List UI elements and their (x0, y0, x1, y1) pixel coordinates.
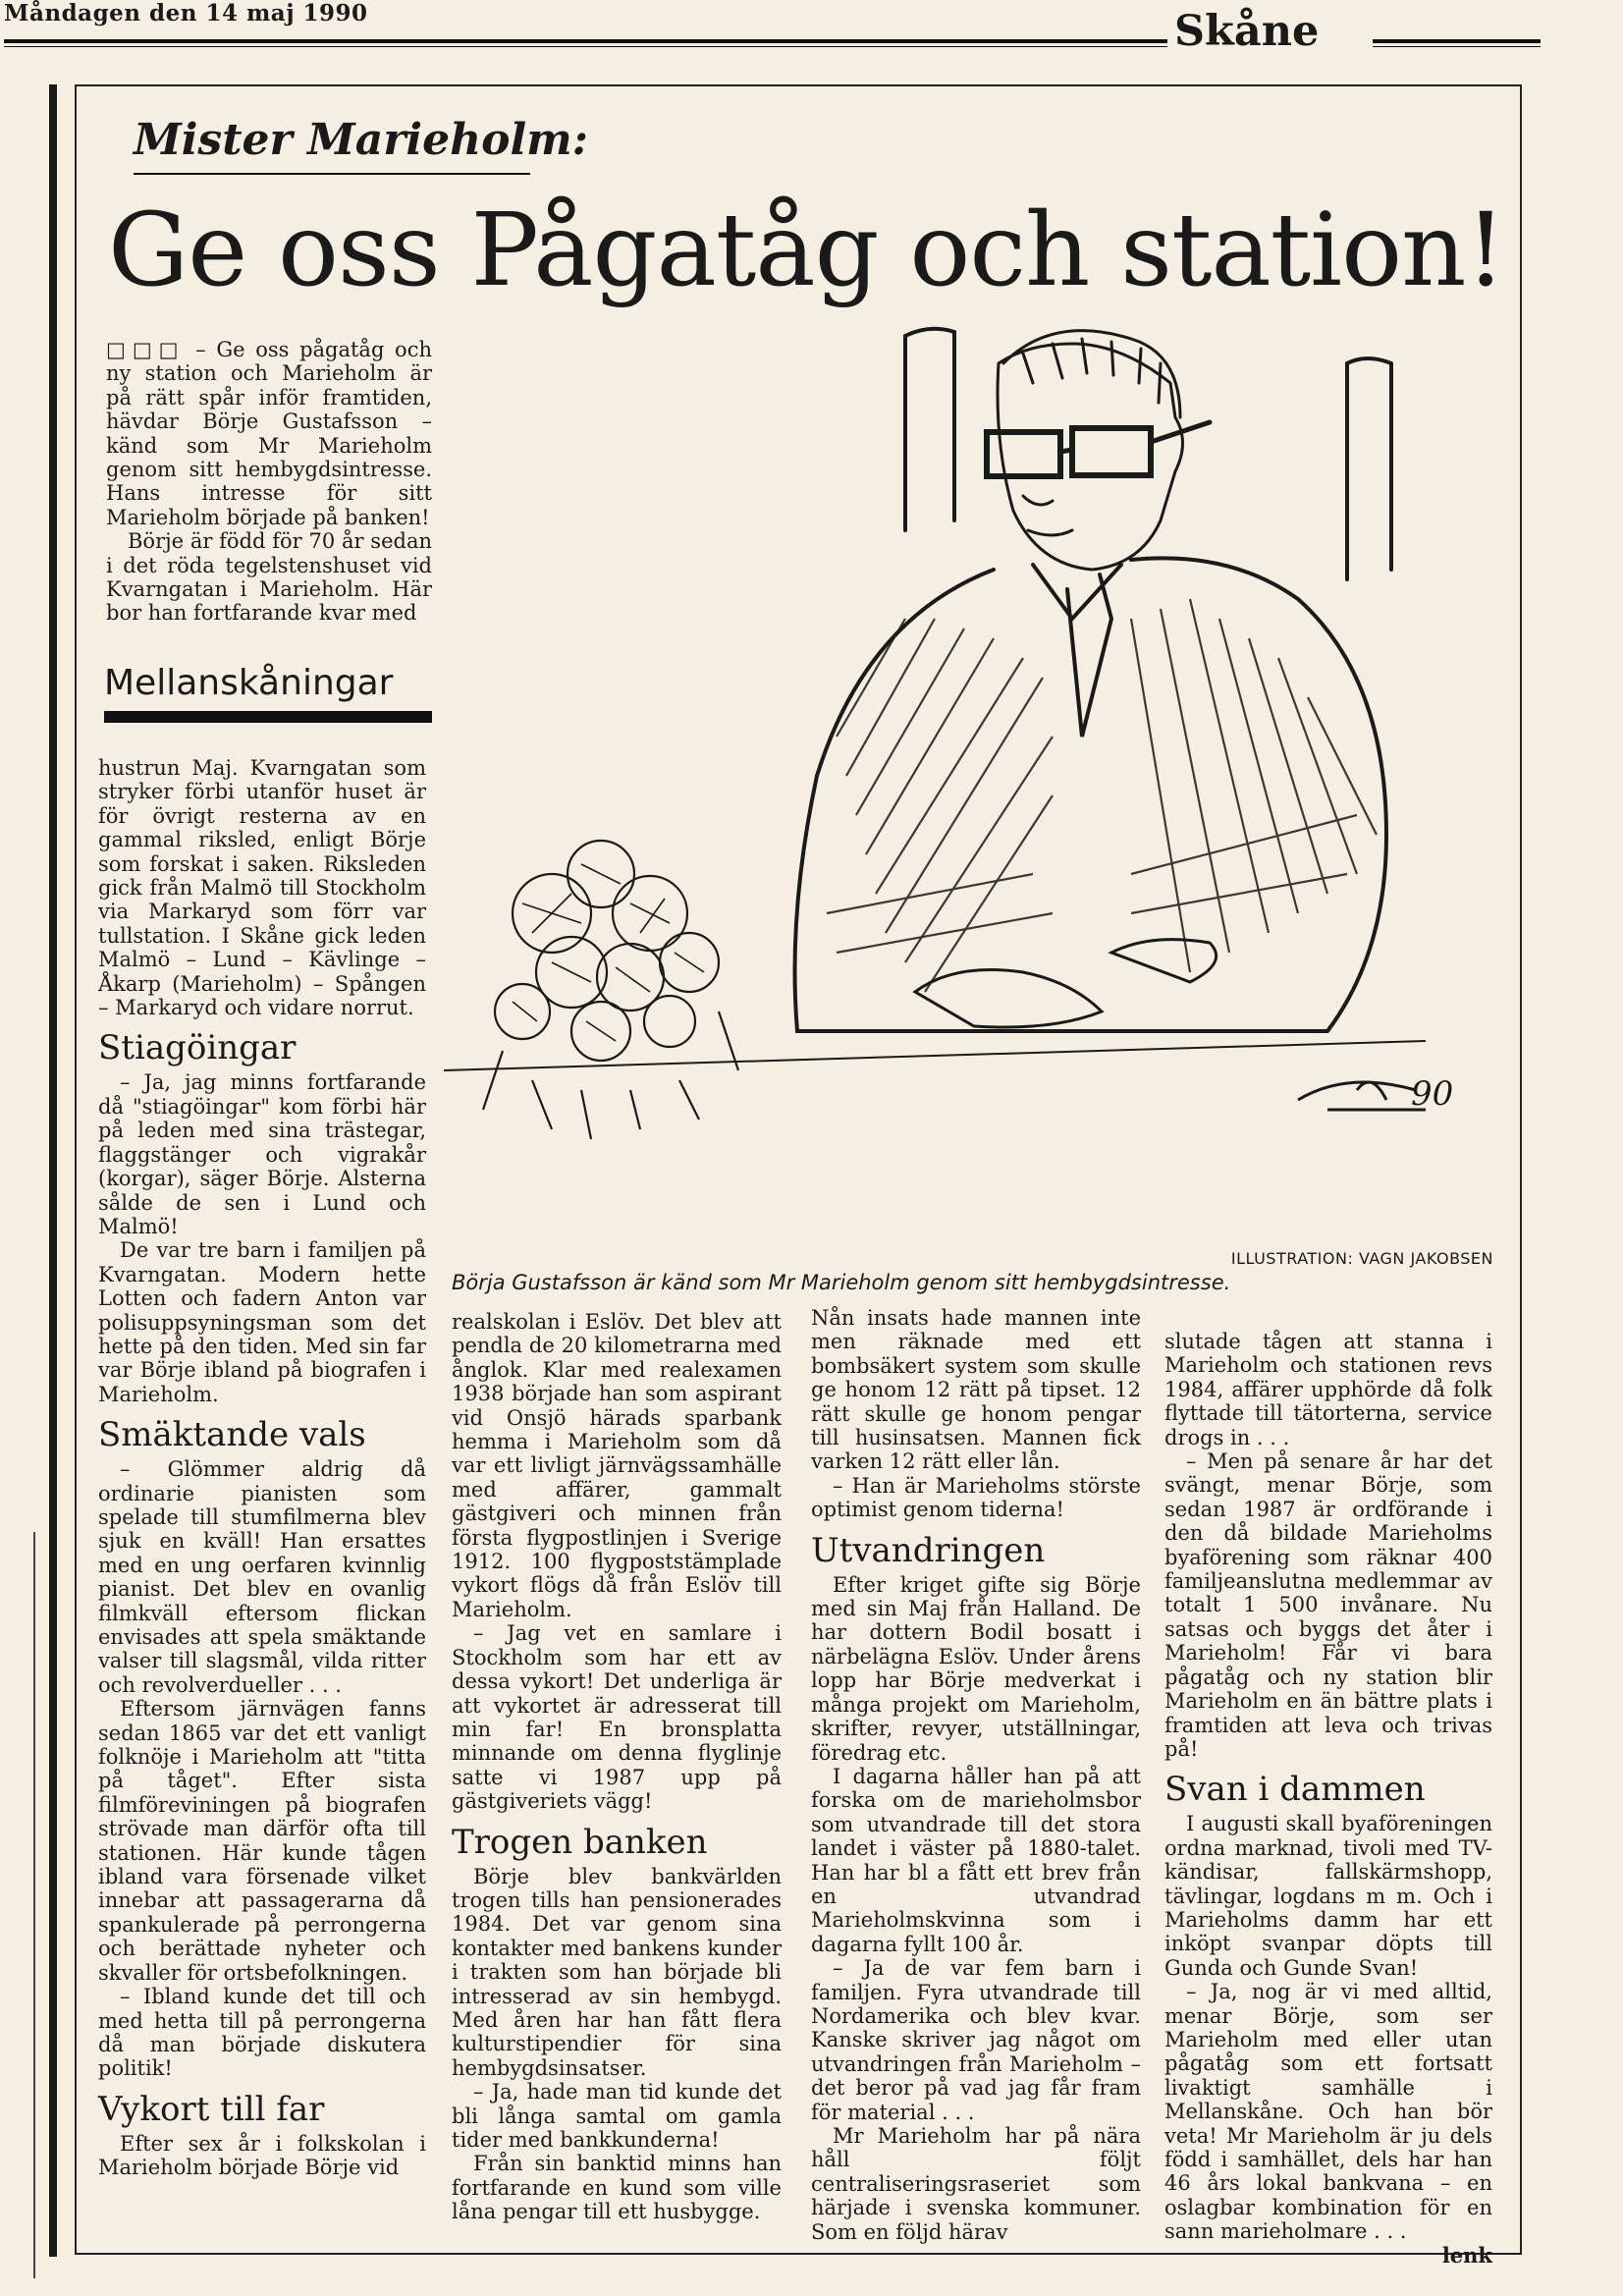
collar-tie (1033, 565, 1121, 737)
paragraph-glommer: – Glömmer aldrig då ordinarie pianisten som spelade till stumfilmerna blev sjuk en kväll! Han ersattes med en ung oerfaren kvinnlig pianist. Det blev en ovanlig filmkväll eftersom flickan envisades att spela smäktande valser till slagsmål, vilda ritter och revolverdueller . . . (98, 1457, 426, 1697)
subhead-smaktande-vals: Smäktande vals (98, 1415, 366, 1455)
column-4 (1164, 1330, 1492, 2268)
illustration-caption: Börja Gustafsson är känd som Mr Marieholm genom sitt hembygdsintresse. (452, 1271, 1231, 1294)
flower-bouquet (483, 841, 738, 1139)
author-signoff: lenk (1441, 2242, 1492, 2268)
paragraph-senare: – Men på senare år har det svängt, menar Börje, som sedan 1987 är ordförande i den då bildade Marieholms byaförening som räknar 400 familjeanslutna medlemmar av totalt 1 500 invånare. Nu satsas och byggs det åter i Marieholm! Får vi bara pågatåg och ny station blir Marieholm en än bättre plats i framtiden att leva och trivas på! (1164, 1449, 1492, 1761)
section-name: Skåne (1174, 7, 1320, 56)
paragraph-stiagoingar: – Ja, jag minns fortfarande då "stiagöingar" kom förbi här på leden med sina trästegar, flaggstänger och vigrakår (korgar), säger Börje. Alsterna sålde de sen i Lund och Malmö! (98, 1070, 426, 1238)
series-banner-bar (104, 711, 432, 723)
paragraph-tre-barn: De var tre barn i familjen på Kvarngatan. Modern hette Lotten och fadern Anton var polisuppsyningsman som det hette på den tiden. Med sin far var Börje ibland på biografen i Marieholm. (98, 1238, 426, 1406)
left-border-bar (49, 84, 57, 2257)
illustration-credit: ILLUSTRATION: VAGN JAKOBSEN (1230, 1249, 1493, 1268)
subhead-trogen-banken: Trogen banken (452, 1822, 708, 1862)
head-outline (998, 344, 1183, 570)
issue-date: Måndagen den 14 maj 1990 (4, 0, 368, 27)
subhead-utvandringen: Utvandringen (811, 1530, 1046, 1570)
lead-text: – Ge oss pågatåg och ny station och Marieholm är på rätt spår inför framtiden, hävdar Börje Gustafsson – känd som Mr Marieholm genom sitt hembygdsintresse. Hans intresse för sitt Marieholm började på banken! (106, 338, 432, 529)
hands (915, 940, 1217, 1027)
paragraph-hade-man: – Ja, hade man tid kunde det bli långa samtal om gamla tider med bankkunderna! (452, 2080, 782, 2152)
paragraph-mr-marieholm: Mr Marieholm har på nära håll följt centraliseringsraseriet som härjade i svenska kommuner. Som en följd härav (811, 2124, 1141, 2244)
paragraph-kriget: Efter kriget gifte sig Börje med sin Maj från Halland. De har dottern Bodil bosatt i närbelägna Eslöv. Under årens lopp har Börje medverkat i många projekt om Marieholm, skrifter, revyer, utställningar, föredrag etc. (811, 1572, 1141, 1765)
glasses-right (1072, 428, 1151, 475)
paragraph-ibland: – Ibland kunde det till och med hetta till på perrongerna då man började diskutera politik! (98, 1985, 426, 2081)
column-1-bottom (98, 756, 426, 2180)
article-kicker: Mister Marieholm: (134, 115, 588, 165)
signature-year: 90 (1411, 1074, 1454, 1114)
subhead-stiagoingar: Stiagöingar (98, 1028, 297, 1068)
paragraph-born: Börje är född för 70 år sedan i det röda tegelstenshuset vid Kvarngatan i Marieholm. Här bor han fortfarande kvar med (106, 529, 432, 626)
adjacent-column-edge (33, 1532, 35, 2278)
column-2 (452, 1310, 782, 2224)
masthead (0, 0, 1556, 56)
paragraph-banktid: Från sin banktid minns han fortfarande en kund som ville låna pengar till ett husbygge. (452, 2152, 782, 2224)
series-banner-title: Mellanskåningar (104, 663, 394, 703)
face-features (1023, 496, 1072, 535)
lead-marker: □□□ (106, 338, 186, 361)
paragraph-sex-ar: Efter sex år i folkskolan i Marieholm började Börje vid (98, 2131, 426, 2180)
paragraph-nog: – Ja, nog är vi med alltid, menar Börje, som ser Marieholm med eller utan pågatåg som ett fortsatt livaktigt samhälle i Mellanskåne. Och han bör veta! Mr Marieholm är ju dels född i samhället, dels har han 46 års lokal bankvana – en oslagbar kombination för en sann marieholmare . . . (1164, 1980, 1492, 2244)
paragraph-optimist: – Han är Marieholms störste optimist genom tiderna! (811, 1473, 1141, 1522)
paragraph-samlare: – Jag vet en samlare i Stockholm som har ett av dessa vykort! Det underliga är att vykortet är adresserat till min far! En bronsplatta minnande om denna flyglinje satte vi 1987 upp på gästgiveriets vägg! (452, 1621, 782, 1814)
series-banner (104, 662, 432, 723)
table-edge (444, 1041, 1426, 1070)
kicker-underline (134, 173, 530, 175)
masthead-rule-right (1373, 39, 1541, 47)
paragraph-fem-barn: – Ja de var fem barn i familjen. Fyra utvandrade till Nordamerika och blev kvar. Kanske skriver jag något om utvandringen från Marieholm – det beror på vad jag får fram för material . . . (811, 1956, 1141, 2124)
paragraph-hustrun: hustrun Maj. Kvarngatan som stryker förbi utanför huset är för övrigt resterna av en gammal riksled, enligt Börje som forskat i saken. Riksleden gick från Malmö till Stockholm via Markaryd som förr var tullstation. I Skåne gick leden Malmö – Lund – Kävlinge – Åkarp (Marieholm) – Spången – Markaryd och vidare norrut. (98, 756, 426, 1020)
subhead-svan: Svan i dammen (1164, 1770, 1426, 1810)
article-headline: Ge oss Pågatåg och station! (108, 191, 1505, 309)
paragraph-jarnvagen: Eftersom järnvägen fanns sedan 1865 var det ett vanligt folknöje i Marieholm att "titta på tåget". Efter sista filmföreviningen på biografen strövade man därför ofta till stationen. Här kunde tågen ibland vara försenade vilket innebar att passagerarna då spankulerade på perrongerna och berättade nyheter och skvaller för ortsbefolkningen. (98, 1697, 426, 1985)
paragraph-bankvarlden: Börje blev bankvärlden trogen tills han pensionerades 1984. Det var genom sina kontakter med bankens kunder i trakten som han började bli intresserad av sin hembygd. Med åren har han fått flera kulturstipendier för sina hembygdsinsatser. (452, 1864, 782, 2080)
paragraph-slutade: slutade tågen att stanna i Marieholm och stationen revs 1984, affärer upphörde då folk flyttade till tätorterna, service drogs in . . . (1164, 1330, 1492, 1449)
lead-paragraph (106, 338, 432, 529)
paragraph-augusti: I augusti skall byaföreningen ordna marknad, tivoli med TV-kändisar, fallskärmshopp, tävlingar, logdans m m. Och i Marieholms damm har ett inköpt svanpar döpts till Gunda och Gunde Svan! (1164, 1812, 1492, 1980)
paragraph-dagarna: I dagarna håller han på att forska om de marieholmsbor som utvandrade till det stora landet i väster på 1880-talet. Han har bl a fått ett brev från en utvandrad Marieholmskvinna som i dagarna fyllt 100 år. (811, 1764, 1141, 1956)
subhead-vykort: Vykort till far (98, 2089, 325, 2129)
chair-back-right (1347, 358, 1391, 579)
hair (1003, 331, 1180, 417)
column-1-top (106, 338, 432, 626)
glasses-left (987, 432, 1060, 476)
paragraph-insats: Nån insats hade mannen inte men räknade med ett bombsäkert system som skulle ge honom 12 rätt på tipset. 12 rätt skulle ge honom pengar till husinsatsen. Mannen fick varken 12 rätt eller lån. (811, 1306, 1141, 1474)
paragraph-realskolan: realskolan i Eslöv. Det blev att pendla de 20 kilometrarna med ånglok. Klar med realexamen 1938 började han som aspirant vid Onsjö härads sparbank hemma i Marieholm som då var ett livligt järnvägssamhälle med affärer, gammalt gästgiveri och minnen från första flygpostlinjen i Sverige 1912. 100 flygpoststämplade vykort flögs då från Eslöv till Marieholm. (452, 1310, 782, 1621)
artist-signature (1298, 1082, 1426, 1110)
masthead-rule-left (4, 39, 1167, 47)
column-3 (811, 1306, 1141, 2244)
chair-back-left (905, 329, 954, 530)
portrait-illustration (444, 324, 1475, 1208)
